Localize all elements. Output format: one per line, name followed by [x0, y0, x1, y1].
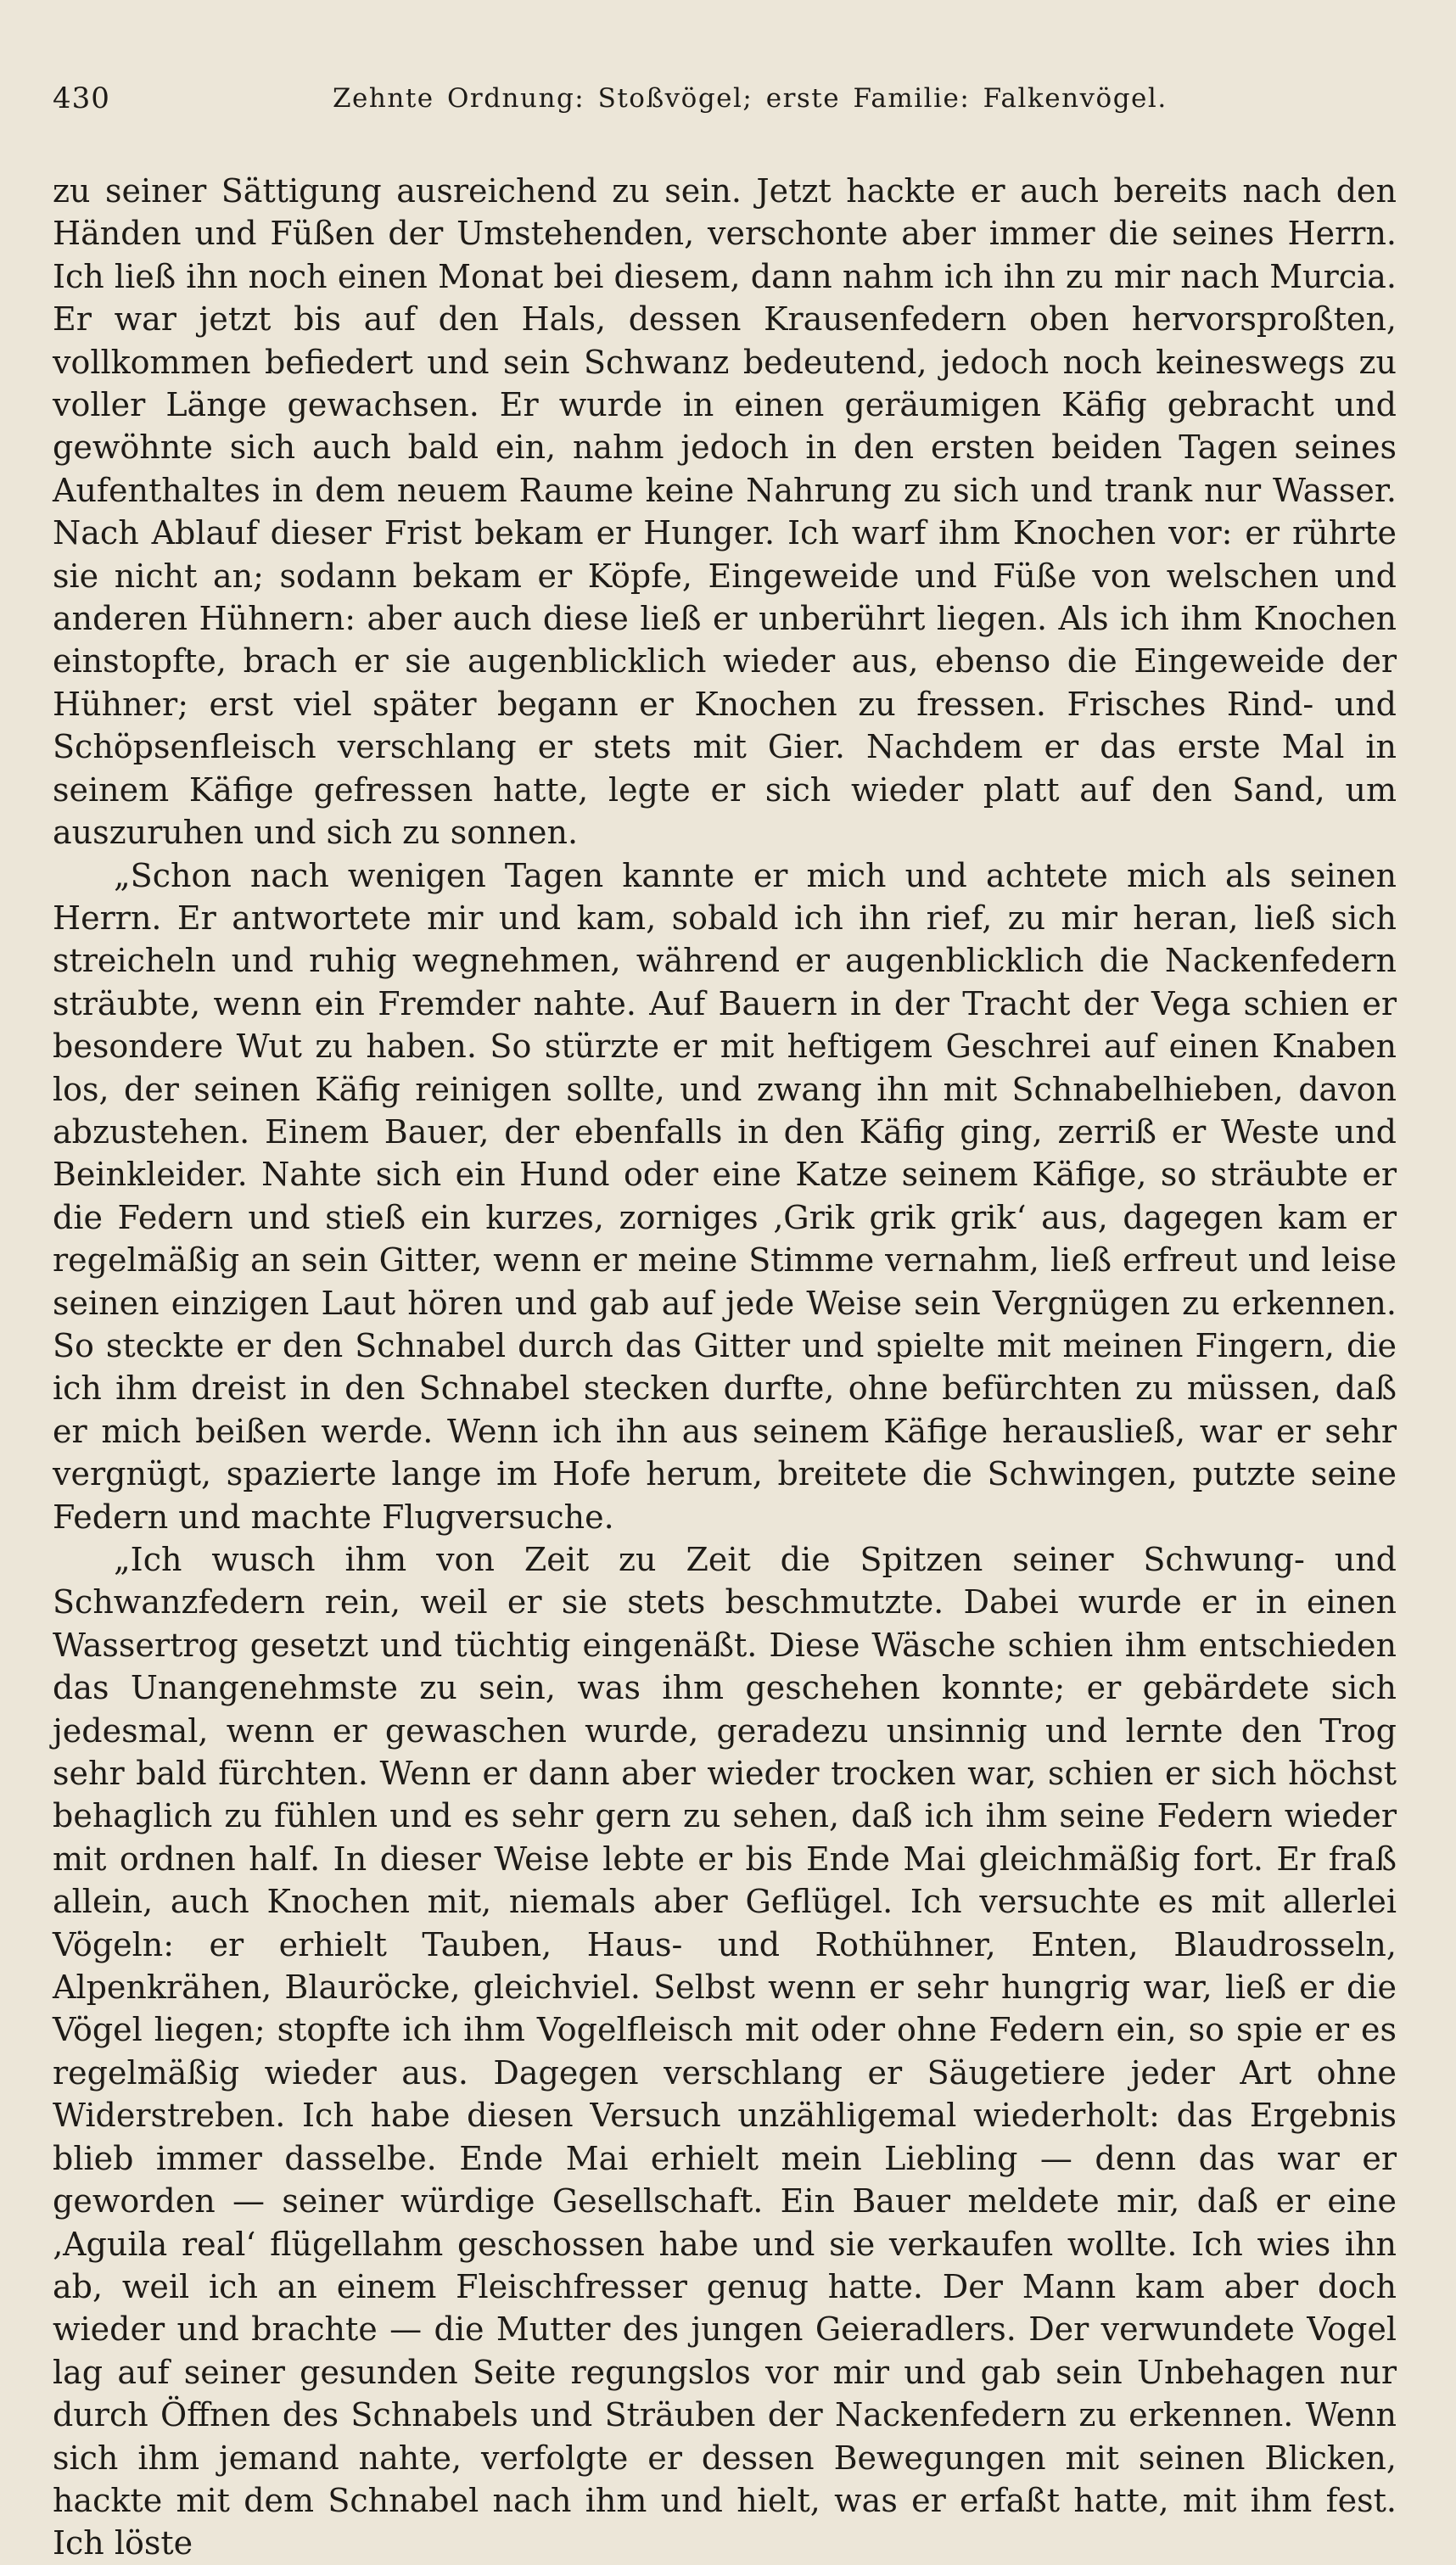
body-text [53, 170, 1397, 2565]
header-title: Zehnte Ordnung: Stoßvögel; erste Familie: Falkenvögel. [333, 83, 1168, 114]
paragraph-3: „Ich wusch ihm von Zeit zu Zeit die Spitzen seiner Schwung- und Schwanzfedern rein, weil er sie stets beschmutzte. Dabei wurde er in einen Wassertrog gesetzt und tüchtig eingenäßt. Diese Wäsche schien ihm entschieden das Unangenehmste zu sein, was ihm geschehen konnte; er gebärdete sich jedesmal, wenn er gewaschen wurde, geradezu unsinnig und lernte den Trog sehr bald fürchten. Wenn er dann aber wieder trocken war, schien er sich höchst behaglich zu fühlen und es sehr gern zu sehen, daß ich ihm seine Federn wieder mit ordnen half. In dieser Weise lebte er bis Ende Mai gleichmäßig fort. Er fraß allein, auch Knochen mit, niemals aber Geflügel. Ich versuchte es mit allerlei Vögeln: er erhielt Tauben, Haus- und Rothühner, Enten, Blaudrosseln, Alpenkrähen, Blauröcke, gleichviel. Selbst wenn er sehr hungrig war, ließ er die Vögel liegen; stopfte ich ihm Vogelfleisch mit oder ohne Federn ein, so spie er es regelmäßig wieder aus. Dagegen verschlang er Säugetiere jeder Art ohne Widerstreben. Ich habe diesen Versuch unzähligemal wiederholt: das Ergebnis blieb immer dasselbe. Ende Mai erhielt mein Liebling — denn das war er geworden — seiner würdige Gesellschaft. Ein Bauer meldete mir, daß er eine ‚Aguila real‘ flügellahm geschossen habe und sie verkaufen wollte. Ich wies ihn ab, weil ich an einem Fleischfresser genug hatte. Der Mann kam aber doch wieder und brachte — die Mutter des jungen Geieradlers. Der verwundete Vogel lag auf seiner gesunden Seite regungslos vor mir und gab sein Unbehagen nur durch Öffnen des Schnabels und Sträuben der Nackenfedern zu erkennen. Wenn sich ihm jemand nahte, verfolgte er dessen Bewegungen mit seinen Blicken, hackte mit dem Schnabel nach ihm und hielt, was er erfaßt hatte, mit ihm fest. Ich löste [53, 1541, 1397, 2562]
page-number: 430 [53, 81, 110, 115]
paragraph-2: „Schon nach wenigen Tagen kannte er mich und achtete mich als seinen Herrn. Er antwortete mir und kam, sobald ich ihn rief, zu mir heran, ließ sich streicheln und ruhig wegnehmen, während er augenblicklich die Nackenfedern sträubte, wenn ein Fremder nahte. Auf Bauern in der Tracht der Vega schien er besondere Wut zu haben. So stürzte er mit heftigem Geschrei auf einen Knaben los, der seinen Käfig reinigen sollte, und zwang ihn mit Schnabelhieben, davon abzustehen. Einem Bauer, der ebenfalls in den Käfig ging, zerriß er Weste und Beinkleider. Nahte sich ein Hund oder eine Katze seinem Käfige, so sträubte er die Federn und stieß ein kurzes, zorniges ‚Grik grik grik‘ aus, dagegen kam er regelmäßig an sein Gitter, wenn er meine Stimme vernahm, ließ erfreut und leise seinen einzigen Laut hören und gab auf jede Weise sein Vergnügen zu erkennen. So steckte er den Schnabel durch das Gitter und spielte mit meinen Fingern, die ich ihm dreist in den Schnabel stecken durfte, ohne befürchten zu müssen, daß er mich beißen werde. Wenn ich ihn aus seinem Käfige herausließ, war er sehr vergnügt, spazierte lange im Hofe herum, breitete die Schwingen, putzte seine Federn und machte Flugversuche. [53, 856, 1397, 1536]
paragraph-1: zu seiner Sättigung ausreichend zu sein. Jetzt hackte er auch bereits nach den Händen und Füßen der Umstehenden, verschonte aber immer die seines Herrn. Ich ließ ihn noch einen Monat bei diesem, dann nahm ich ihn zu mir nach Murcia. Er war jetzt bis auf den Hals, dessen Krausenfedern oben hervorsproßten, vollkommen befiedert und sein Schwanz bedeutend, jedoch noch keineswegs zu voller Länge gewachsen. Er wurde in einen geräumigen Käfig gebracht und gewöhnte sich auch bald ein, nahm jedoch in den ersten beiden Tagen seines Aufenthaltes in dem neuem Raume keine Nahrung zu sich und trank nur Wasser. Nach Ablauf dieser Frist bekam er Hunger. Ich warf ihm Knochen vor: er rührte sie nicht an; sodann bekam er Köpfe, Eingeweide und Füße von welschen und anderen Hühnern: aber auch diese ließ er unberührt liegen. Als ich ihm Knochen einstopfte, brach er sie augenblicklich wieder aus, ebenso die Eingeweide der Hühner; erst viel später begann er Knochen zu fressen. Frisches Rind- und Schöpsenfleisch verschlang er stets mit Gier. Nachdem er das erste Mal in seinem Käfige gefressen hatte, legte er sich wieder platt auf den Sand, um auszuruhen und sich zu sonnen. [53, 172, 1397, 852]
running-header [53, 81, 1397, 129]
